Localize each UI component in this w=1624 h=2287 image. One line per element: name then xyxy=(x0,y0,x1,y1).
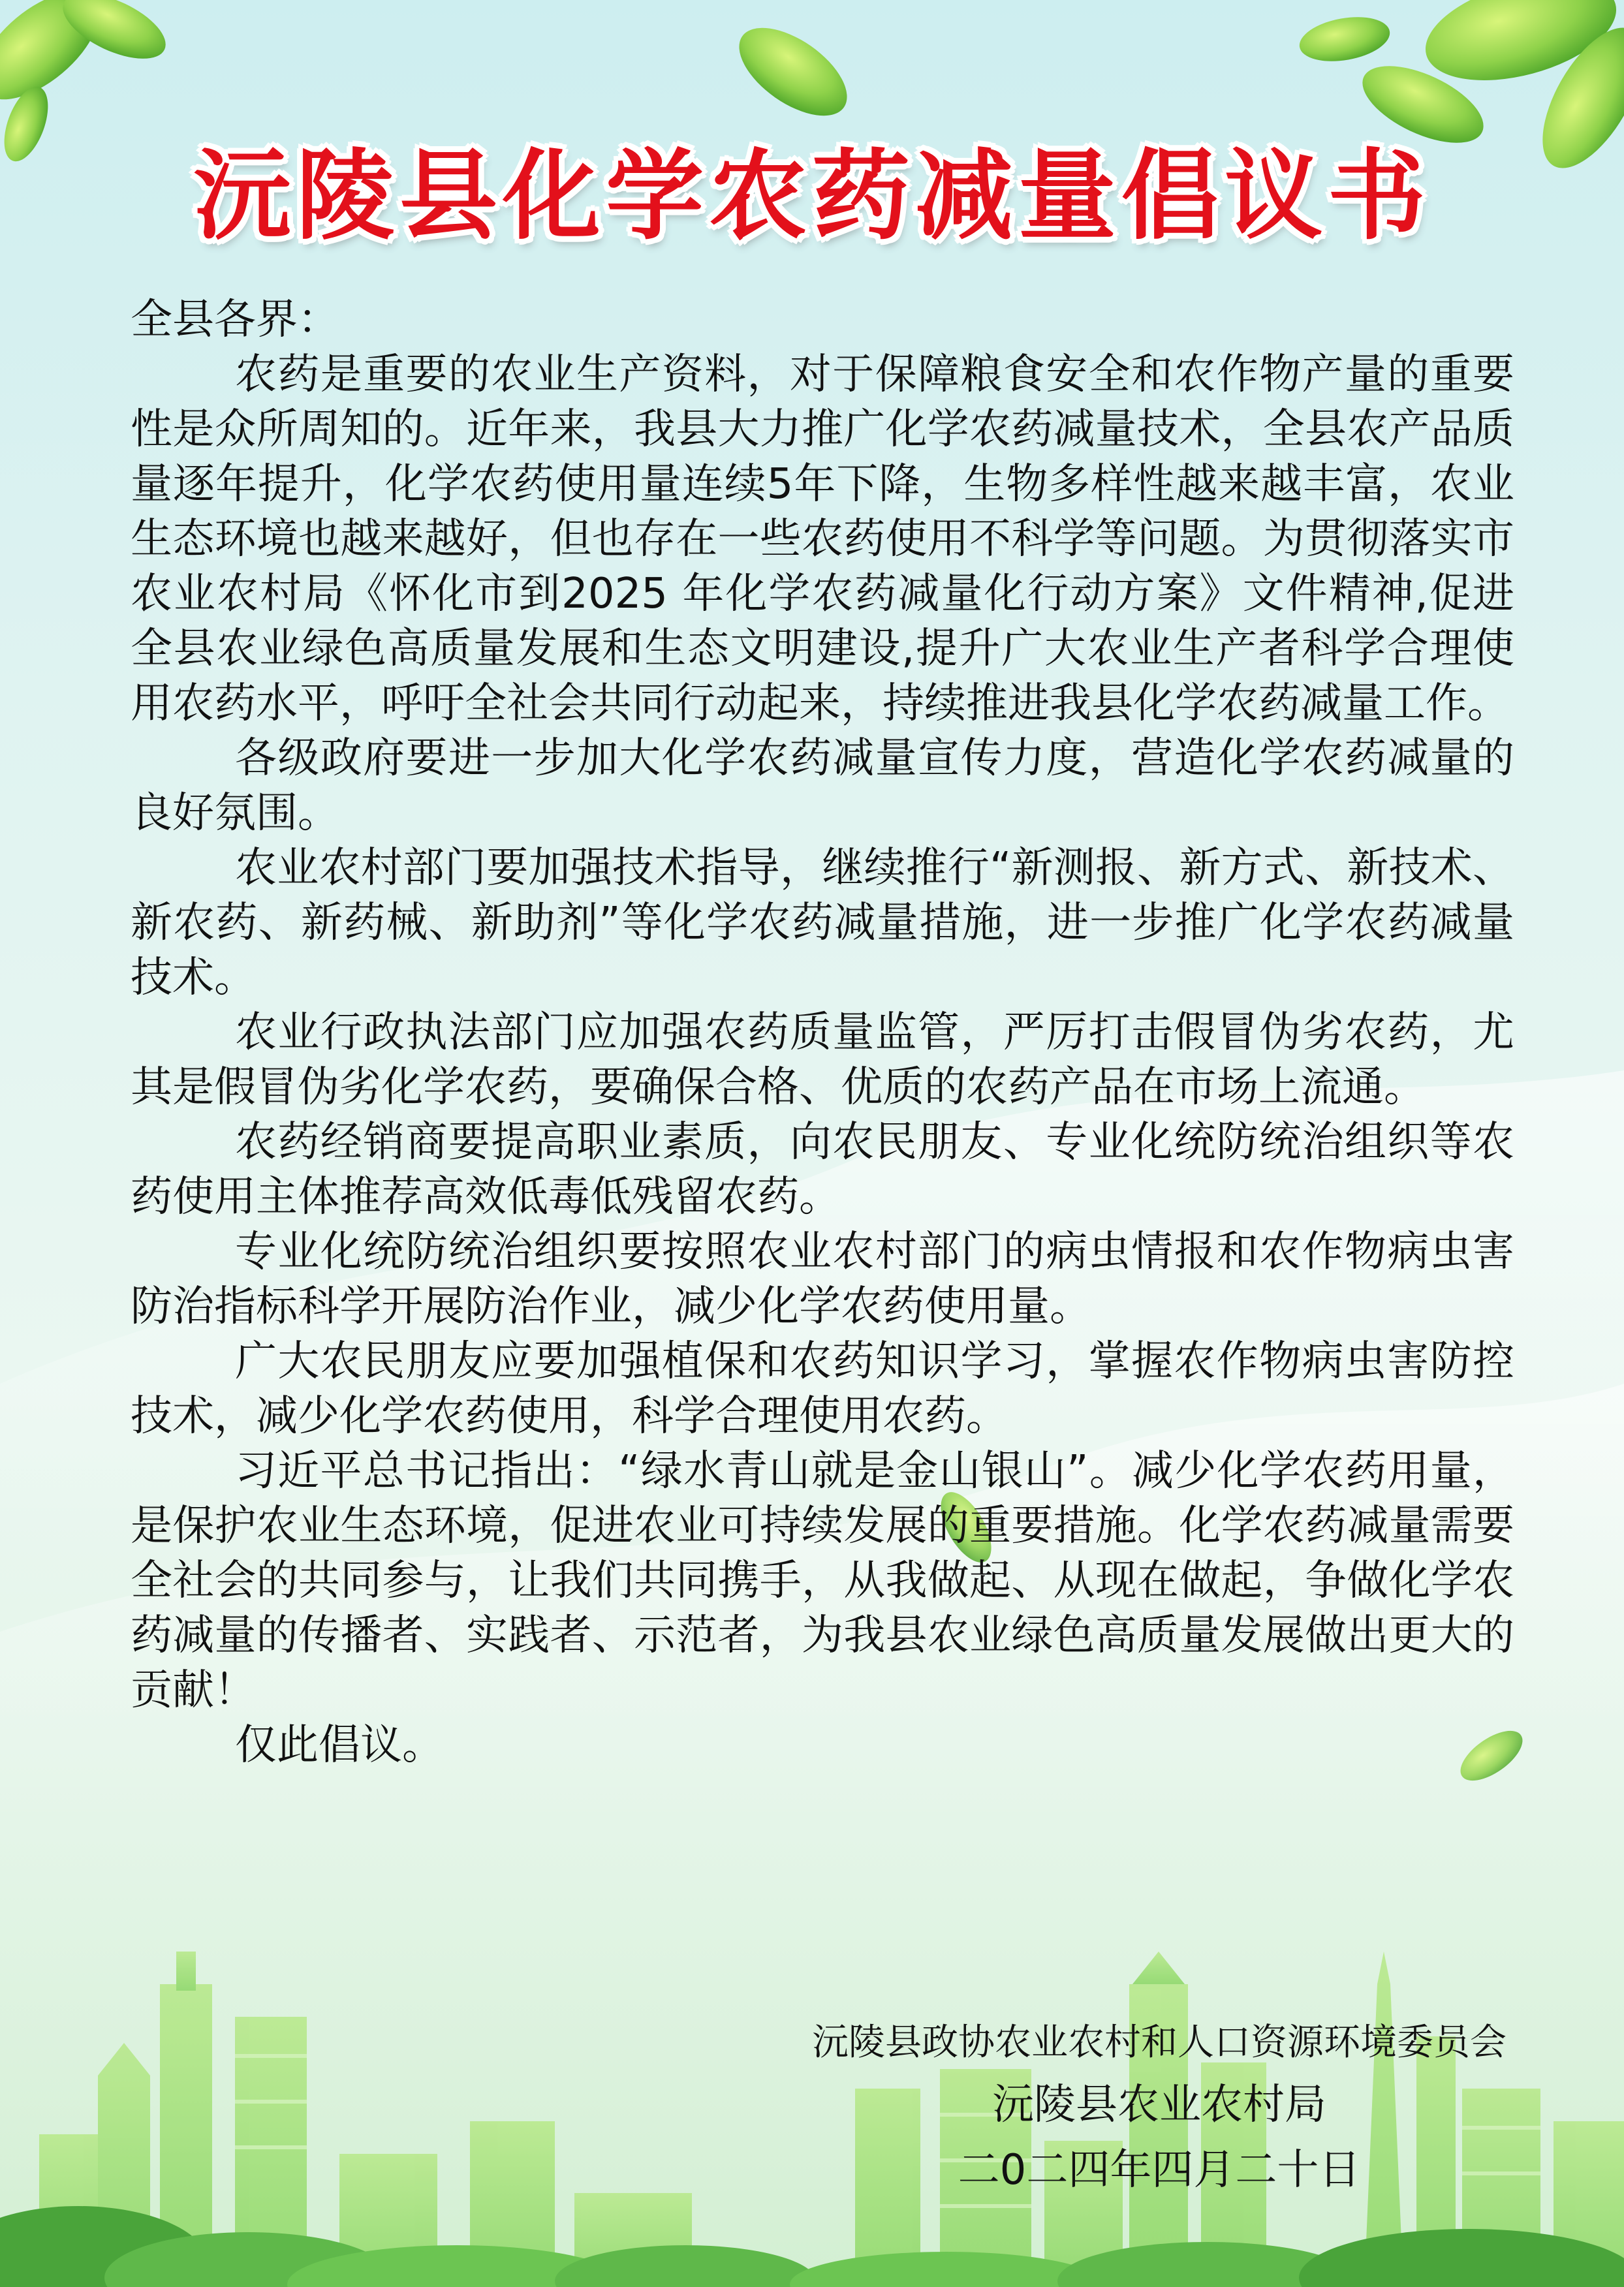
paragraph-dealers: 农药经销商要提高职业素质，向农民朋友、专业化统防统治组织等农药使用主体推荐高效低毒低残留农药。 xyxy=(131,1118,1514,1221)
paragraph-government: 各级政府要进一步加大化学农药减量宣传力度，营造化学农药减量的良好氛围。 xyxy=(131,734,1514,837)
greeting: 全县各界： xyxy=(131,296,339,344)
paragraph-organizations: 专业化统防统治组织要按照农业农村部门的病虫情报和农作物病虫害防治指标科学开展防治作业，减少化学农药使用量。 xyxy=(131,1228,1514,1331)
paragraph-intro: 农药是重要的农业生产资料，对于保障粮食安全和农作物产量的重要性是众所周知的。近年来，我县大力推广化学农药减量技术，全县农产品质量逐年提升，化学农药使用量连续5年下降，生物多样性越来越丰富，农业生态环境也越来越好，但也存在一些农药使用不科学等问题。为贯彻落实市农业农村局《怀化市到2025 年化学农药减量化行动方案》文件精神,促进全县农业绿色高质量发展和生态文明建设,提升广大农业生产者科学合理使用农药水平，呼吁全社会共同行动起来，持续推进我县化学农药减量工作。 xyxy=(131,350,1514,728)
signature-org-bureau: 沅陵县农业农村局 xyxy=(992,2081,1326,2129)
paragraph-agriculture-dept: 农业农村部门要加强技术指导，继续推行“新测报、新方式、新技术、新农药、新药械、新助剂”等化学农药减量措施，进一步推广化学农药减量技术。 xyxy=(131,844,1514,1002)
page-title: 沅陵县化学农药减量倡议书 xyxy=(193,140,1431,253)
signature-date: 二0二四年四月二十日 xyxy=(958,2146,1361,2194)
signature-block xyxy=(812,2014,1507,2203)
center-leaf-icon xyxy=(725,10,862,133)
paragraph-closing: 习近平总书记指出：“绿水青山就是金山银山”。减少化学农药用量，是保护农业生态环境，促进农业可持续发展的重要措施。化学农药减量需要全社会的共同参与，让我们共同携手，从我做起、从现在做起，争做化学农药减量的传播者、实践者、示范者，为我县农业绿色高质量发展做出更大的贡献！ xyxy=(131,1447,1514,1715)
paragraph-farmers: 广大农民朋友应要加强植保和农药知识学习，掌握农作物病虫害防控技术，减少化学农药使用，科学合理使用农药。 xyxy=(131,1337,1514,1440)
paragraph-law-enforcement: 农业行政执法部门应加强农药质量监管，严厉打击假冒伪劣农药，尤其是假冒伪劣化学农药，要确保合格、优质的农药产品在市场上流通。 xyxy=(131,1008,1514,1112)
letter-body xyxy=(131,292,1514,1773)
paragraph-sign-off: 仅此倡议。 xyxy=(235,1721,444,1769)
signature-org-committee: 沅陵县政协农业农村和人口资源环境委员会 xyxy=(812,2021,1507,2064)
